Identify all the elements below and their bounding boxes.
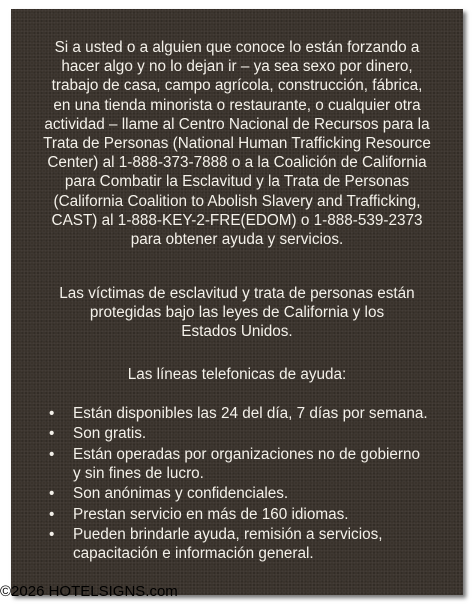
bullet-text: Son anónimas y confidenciales. xyxy=(73,485,289,503)
bullet-dot: • xyxy=(49,445,55,463)
bullet-dot: • xyxy=(49,405,55,422)
helplines-bullet-list xyxy=(49,404,459,565)
bullet-item xyxy=(49,505,459,524)
copyright-watermark: ©2026 HOTELSIGNS.com xyxy=(0,583,178,600)
bullet-text: Están disponibles las 24 del día, 7 días por semana. xyxy=(73,405,428,422)
bullet-dot: • xyxy=(49,526,55,544)
bullet-item xyxy=(49,525,459,563)
bullet-dot: • xyxy=(49,505,55,523)
bullet-text: Pueden brindarle ayuda, remisión a servicios, capacitación e información general. xyxy=(73,526,383,563)
helplines-heading: Las líneas telefonicas de ayuda: xyxy=(127,366,347,383)
bullet-text: Prestan servicio en más de 160 idiomas. xyxy=(73,505,349,523)
victims-protection-paragraph: Las víctimas de esclavitud y trata de personas están protegidas bajo las leyes de California y los Estados Unidos. xyxy=(59,285,415,341)
bullet-item xyxy=(49,445,459,483)
bullet-dot: • xyxy=(49,485,55,503)
sign-panel xyxy=(11,9,463,595)
trafficking-help-paragraph: Si a usted o a alguien que conoce lo están forzando a hacer algo y no lo dejan ir – ya sea sexo por dinero, trabajo de casa, campo agrícola, construcción, fábrica, en una tienda minorista o restaurante, o cualquier otra actividad – llame al Centro Nacional de Recursos para la Trata de Personas (National Human Trafficking Resource Center) al 1-888-373-7888 o a la Coalición de California para Combatir la Esclavitud y la Trata de Personas (California Coalition to Abolish Slavery and Trafficking, CAST) al 1-888-KEY-2-FRE(EDOM) o 1-888-539-2373 para obtener ayuda y servicios. xyxy=(43,39,431,249)
bullet-item xyxy=(49,404,459,423)
bullet-item xyxy=(49,424,459,443)
bullet-text: Están operadas por organizaciones no de gobierno y sin fines de lucro. xyxy=(73,445,420,482)
bullet-item xyxy=(49,484,459,503)
bullet-text: Son gratis. xyxy=(73,425,147,443)
bullet-dot: • xyxy=(49,425,55,443)
